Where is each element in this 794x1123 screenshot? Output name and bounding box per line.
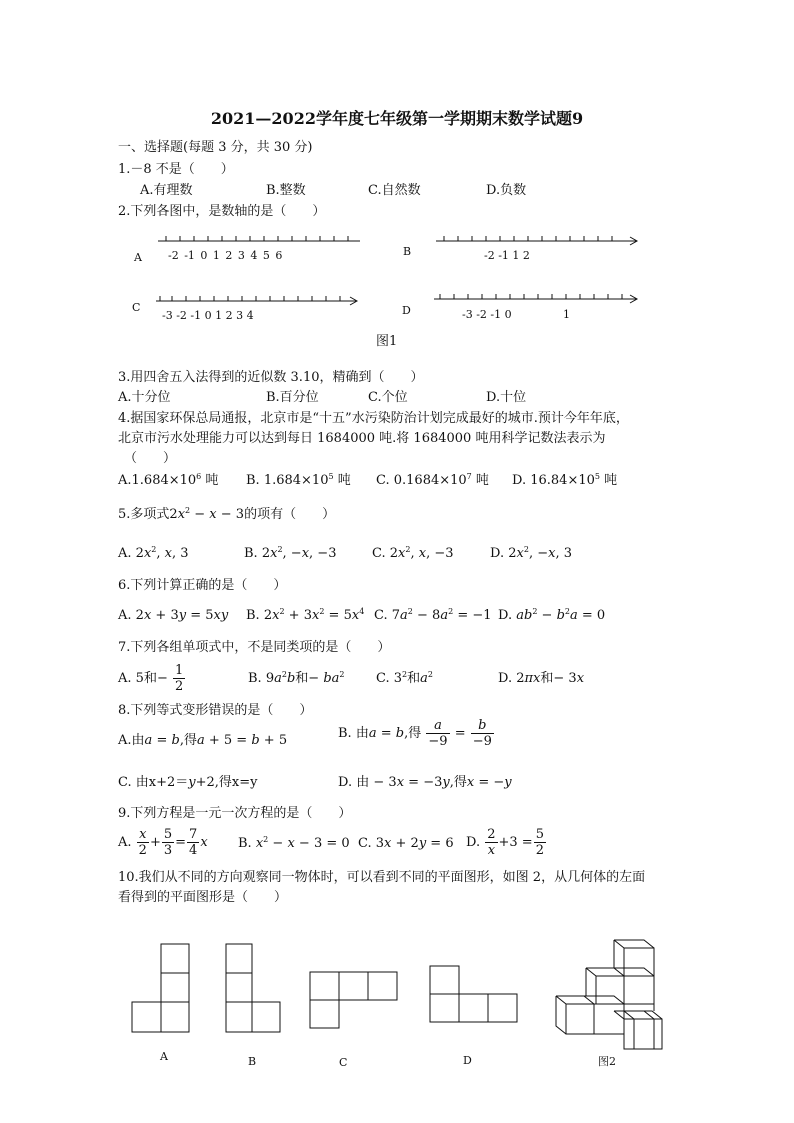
q4-option-a: $A.1.684\times 10^6$ 吨: [118, 472, 219, 488]
q2-label-a: A: [134, 251, 142, 264]
option-c-view: [310, 972, 397, 1028]
q1-option-b: B.整数: [266, 183, 306, 198]
q6-stem: 6.下列计算正确的是（ ）: [118, 578, 287, 593]
q10-line-1: 10.我们从不同的方向观察同一物体时，可以看到不同的平面图形，如图 2，从几何体的左面: [118, 870, 646, 885]
q2-stem: 2.下列各图中，是数轴的是（ ）: [118, 204, 326, 219]
section-heading: 一、选择题(每题 3 分，共 30 分): [118, 140, 313, 155]
q7-stem: 7.下列各组单项式中，不是同类项的是（ ）: [118, 640, 391, 655]
q4-line-3: （ ）: [124, 451, 177, 466]
q6-option-c: C. $7a^2 - 8a^2 = -1$: [374, 607, 492, 623]
q2-ticks-c: -3 -2 -1 0 1 2 3 4: [162, 309, 254, 322]
figure-2-solid: [556, 940, 662, 1049]
q2-label-c: C: [132, 301, 141, 314]
q9-option-a: A. $\frac{x}{2}$ + $\frac{5}{3}$ = $\frac{7}{4}$ x: [118, 827, 208, 858]
q5-option-c: C. $2x^2$, x, −3: [372, 545, 454, 561]
q5-option-b: B. $2x^2$, −x, −3: [244, 545, 337, 561]
q7-option-d: D. 2πx和− 3x: [498, 671, 585, 686]
q10-label-b: B: [248, 1055, 257, 1068]
q8-option-d: D. 由 − 3x = −3y,得x = −y: [338, 775, 512, 790]
number-line-b-ticks: [444, 236, 612, 241]
q8-option-a: A.由a = b,得a + 5 = b + 5: [118, 733, 288, 748]
q9-option-b: B. $x^2 - x - 3 = 0$: [238, 835, 350, 851]
number-line-c-ticks: [160, 296, 340, 301]
option-b-view: [226, 944, 280, 1032]
q7-option-a: A. 5和− $\frac{1}{2}$: [118, 663, 184, 694]
q4-line-2: 北京市污水处理能力可以达到每日 1684000 吨.将 1684000 吨用科学记数法表示为: [118, 431, 606, 446]
q2-ticks-d: -3 -2 -1 0: [462, 308, 512, 321]
option-d-view: [430, 966, 517, 1022]
q5-stem: 5.多项式$2x^2 - x - 3$的项有（ ）: [118, 506, 336, 522]
q1-option-c: C.自然数: [368, 183, 421, 198]
q2-ticks-a: -2 -1 0 1 2 3 4 5 6: [168, 249, 283, 262]
q4-option-b: B. $1.684\times 10^5$ 吨: [246, 472, 351, 488]
q2-ticks-d-one: 1: [563, 308, 570, 321]
q4-option-c: C. $0.1684\times 10^7$ 吨: [376, 472, 489, 488]
number-line-d-ticks: [440, 294, 622, 299]
q2-label-d: D: [402, 304, 411, 317]
q3-option-b: B.百分位: [266, 390, 319, 405]
q10-label-a: A: [160, 1050, 168, 1063]
q8-stem: 8.下列等式变形错误的是（ ）: [118, 703, 313, 718]
q5-option-d: D. $2x^2$, −x, 3: [490, 545, 572, 561]
q4-line-1: 4.据国家环保总局通报，北京市是“十五”水污染防治计划完成最好的城市.预计今年年底，: [118, 411, 629, 426]
q8-option-c: C. 由x+2＝y+2,得x=y: [118, 775, 258, 790]
q1-stem: 1.－8 不是（ ）: [118, 162, 234, 177]
q6-option-b: B. $2x^2 + 3x^2 = 5x^4$: [246, 607, 365, 623]
option-a-view: [132, 944, 189, 1032]
figure-2-caption: 图2: [598, 1055, 616, 1068]
q7-option-c: C. $3^2$和$a^2$: [376, 670, 433, 686]
q3-stem: 3.用四舍五入法得到的近似数 3.10，精确到（ ）: [118, 370, 424, 385]
q9-option-c: C. 3x + 2y = 6: [358, 836, 454, 851]
q10-label-d: D: [463, 1054, 472, 1067]
number-line-a-ticks: [166, 236, 348, 241]
q9-option-d: D. $\frac{2}{x}$ +3 = $\frac{5}{2}$: [466, 827, 544, 858]
q3-option-c: C.个位: [368, 390, 408, 405]
q3-option-a: A.十分位: [118, 390, 171, 405]
page-title: 2021—2022学年度七年级第一学期期末数学试题9: [210, 109, 584, 128]
q1-option-a: A.有理数: [140, 183, 193, 198]
q2-ticks-b: -2 -1 1 2: [484, 249, 530, 262]
figure-1-caption: 图1: [376, 334, 398, 349]
q7-option-b: B. $9a^2b$和− $ba^2$: [248, 670, 345, 686]
q3-option-d: D.十位: [486, 390, 527, 405]
q4-option-d: D. $16.84\times 10^5$ 吨: [512, 472, 618, 488]
q1-option-d: D.负数: [486, 183, 527, 198]
q5-option-a: A. $2x^2$, x, 3: [118, 545, 189, 561]
q2-label-b: B: [403, 245, 412, 258]
q10-line-2: 看得到的平面图形是（ ）: [118, 890, 288, 905]
q6-option-d: D. $ab^2 - b^2a = 0$: [498, 607, 606, 623]
q10-label-c: C: [339, 1056, 348, 1069]
q9-stem: 9.下列方程是一元一次方程的是（ ）: [118, 806, 352, 821]
q6-option-a: A. 2x + 3y = 5xy: [118, 608, 229, 623]
q8-option-b: B. 由a = b,得 $\frac{a}{-9}$ = $\frac{b}{-9}$: [338, 718, 492, 749]
